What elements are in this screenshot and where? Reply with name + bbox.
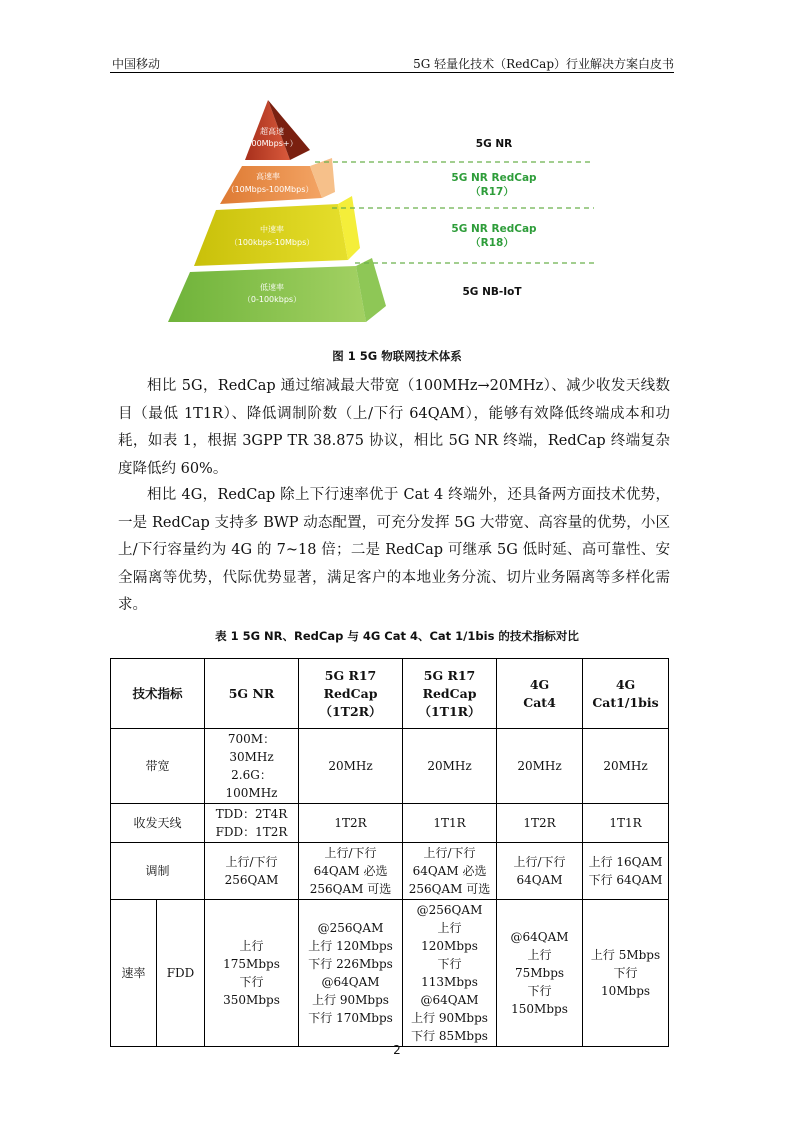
table-header-cell: 技术指标 — [111, 659, 205, 729]
table-cell: 上行 5Mbps 下行 10Mbps — [583, 900, 669, 1047]
table-cell: 700M：30MHz 2.6G： 100MHz — [205, 729, 299, 804]
table-cell: 上行 16QAM 下行 64QAM — [583, 843, 669, 900]
table-cell: 上行/下行 256QAM — [205, 843, 299, 900]
pyramid-tier-low-range: （0-100kbps） — [242, 295, 302, 304]
table-cell: 上行/下行 64QAM — [497, 843, 583, 900]
pyramid-label-redcap-r17: 5G NR RedCap — [451, 172, 537, 184]
table-cell: 20MHz — [403, 729, 497, 804]
table-cell: 1T1R — [403, 804, 497, 843]
table-header-cell: 5G NR — [205, 659, 299, 729]
iot-pyramid-figure — [160, 100, 630, 325]
pyramid-tier-mid — [194, 204, 348, 266]
table-cell: @256QAM 上行 120Mbps 下行 113Mbps @64QAM 上行 90Mbps 下行 85Mbps — [403, 900, 497, 1047]
body-paragraph: 相比 4G，RedCap 除上下行速率优于 Cat 4 终端外，还具备两方面技术优势，一是 RedCap 支持多 BWP 动态配置，可充分发挥 5G 大带宽、高容量的优势，小区上/下行容量约为 4G 的 7~18 倍；二是 RedCap 可继承 5G 低时延、高可靠性、安全隔离等优势，代际优势显著，满足客户的本地业务分流、切片业务隔离等多样化需求。 — [118, 487, 670, 613]
table-header-cell: 4G Cat4 — [497, 659, 583, 729]
table-row-label: 收发天线 — [111, 804, 205, 843]
header-doc-title: 5G 轻量化技术（RedCap）行业解决方案白皮书 — [413, 57, 674, 71]
pyramid-label-redcap-r18-sub: （R18） — [470, 237, 514, 249]
table-cell: 上行/下行 64QAM 必选 256QAM 可选 — [403, 843, 497, 900]
table-cell: 1T2R — [497, 804, 583, 843]
page-header — [110, 52, 674, 73]
pyramid-tier-low — [168, 266, 366, 322]
table-row — [111, 843, 669, 900]
pyramid-tier-ultra-high-range: （100Mbps+） — [238, 139, 298, 148]
body-paragraph: 相比 5G，RedCap 通过缩减最大带宽（100MHz→20MHz）、减少收发天线数目（最低 1T1R）、降低调制阶数（上/下行 64QAM），能够有效降低终端成本和功耗，如表 1，根据 3GPP TR 38.875 协议，相比 5G NR 终端，RedCap 终端复杂度降低约 60%。 — [118, 378, 670, 477]
table-cell: 上行/下行 64QAM 必选 256QAM 可选 — [299, 843, 403, 900]
pyramid-tier-ultra-high-name: 超高速 — [260, 127, 284, 136]
page-number: 2 — [393, 1043, 401, 1057]
pyramid-tier-mid-name: 中速率 — [260, 225, 284, 234]
table-header-cell: 4G Cat1/1bis — [583, 659, 669, 729]
pyramid-tier-mid-range: （100kbps-10Mbps） — [229, 238, 315, 247]
table-row — [111, 804, 669, 843]
table-row — [111, 900, 669, 1047]
table-header-cell: 5G R17 RedCap （1T1R） — [403, 659, 497, 729]
table-cell: 20MHz — [299, 729, 403, 804]
table-header-row — [111, 659, 669, 729]
header-org: 中国移动 — [112, 57, 161, 71]
pyramid-tier-high-range: （10Mbps-100Mbps） — [226, 185, 314, 194]
table-caption: 表 1 5G NR、RedCap 与 4G Cat 4、Cat 1/1bis 的技术指标对比 — [215, 629, 579, 643]
table-cell: 20MHz — [583, 729, 669, 804]
table-row-label: 调制 — [111, 843, 205, 900]
table-cell: 20MHz — [497, 729, 583, 804]
table-row — [111, 729, 669, 804]
table-cell: TDD：2T4R FDD：1T2R — [205, 804, 299, 843]
table-row-label: 速率 — [111, 900, 157, 1047]
pyramid-label-nb-iot: 5G NB-IoT — [462, 286, 522, 298]
pyramid-label-redcap-r17-sub: （R17） — [470, 186, 514, 198]
pyramid-tier-low-name: 低速率 — [260, 283, 284, 292]
table-cell: @256QAM 上行 120Mbps 下行 226Mbps @64QAM 上行 90Mbps 下行 170Mbps — [299, 900, 403, 1047]
table-cell: @64QAM 上行 75Mbps 下行 150Mbps — [497, 900, 583, 1047]
pyramid-tier-high-name: 高速率 — [256, 172, 280, 181]
table-header-cell: 5G R17 RedCap （1T2R） — [299, 659, 403, 729]
table-row-label: 带宽 — [111, 729, 205, 804]
figure-caption: 图 1 5G 物联网技术体系 — [332, 349, 462, 363]
pyramid-label-redcap-r18: 5G NR RedCap — [451, 223, 537, 235]
comparison-table — [110, 658, 669, 1047]
table-cell: 1T2R — [299, 804, 403, 843]
table-row-sublabel: FDD — [157, 900, 205, 1047]
table-cell: 1T1R — [583, 804, 669, 843]
table-cell: 上行 175Mbps 下行 350Mbps — [205, 900, 299, 1047]
pyramid-label-5g-nr: 5G NR — [475, 138, 513, 150]
